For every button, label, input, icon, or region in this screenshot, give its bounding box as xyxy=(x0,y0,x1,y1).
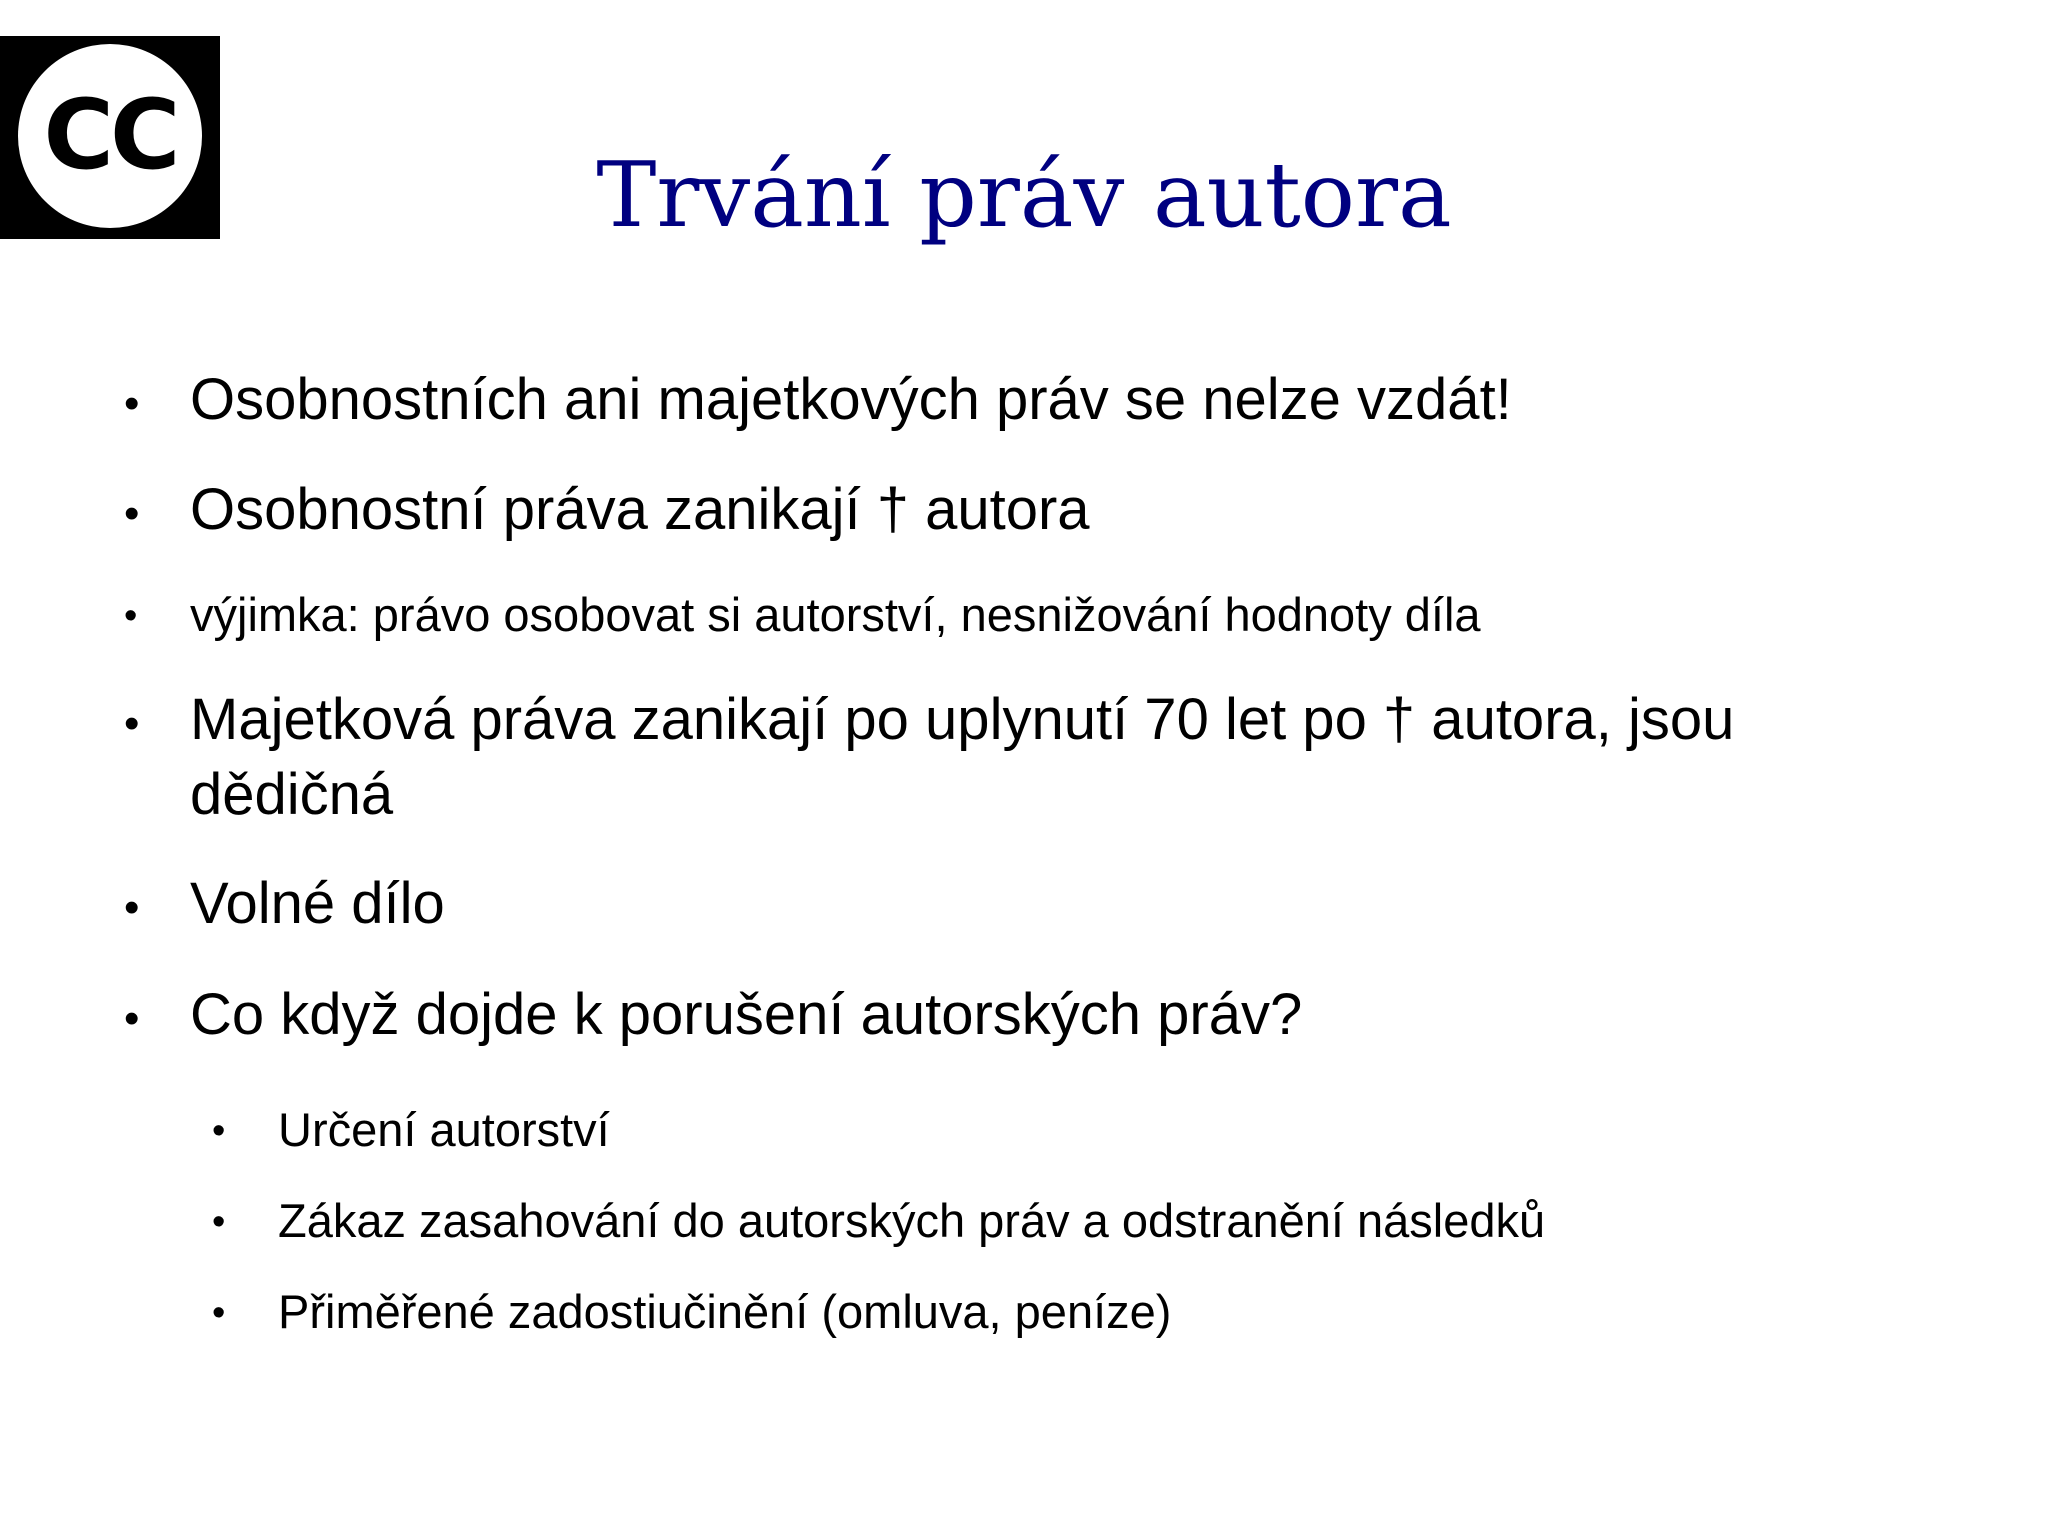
logo-text: CC xyxy=(43,79,177,191)
bullet-text-line-1: Majetková práva zanikají po uplynutí 70 let po † autora, jsou xyxy=(190,687,1735,752)
bullet-text: Co když dojde k porušení autorských práv? xyxy=(190,982,1303,1047)
bullet-text: Osobnostních ani majetkových práv se nelze vzdát! xyxy=(190,367,1512,432)
bullet-text: Osobnostní práva zanikají † autora xyxy=(190,477,1090,542)
bullet-icon: • xyxy=(124,489,140,538)
bullet-icon: • xyxy=(212,1110,226,1152)
bullet-icon: • xyxy=(212,1292,226,1334)
bullet-icon: • xyxy=(212,1201,226,1243)
bullet-icon: • xyxy=(124,595,138,637)
bullet-icon: • xyxy=(124,699,140,748)
sub-bullet-text: Přiměřené zadostiučinění (omluva, peníze) xyxy=(278,1285,1172,1338)
slide-title: Trvání práv autora xyxy=(596,143,1452,248)
sub-bullet-text: Zákaz zasahování do autorských práv a odstranění následků xyxy=(278,1194,1546,1247)
bullet-text-line-2: dědičná xyxy=(190,762,394,827)
bullet-text: výjimka: právo osobovat si autorství, nesnižování hodnoty díla xyxy=(190,588,1481,641)
bullet-icon: • xyxy=(124,883,140,932)
bullet-icon: • xyxy=(124,994,140,1043)
bullet-text: Volné dílo xyxy=(190,871,445,936)
bullet-icon: • xyxy=(124,379,140,428)
sub-bullet-text: Určení autorství xyxy=(278,1103,610,1156)
